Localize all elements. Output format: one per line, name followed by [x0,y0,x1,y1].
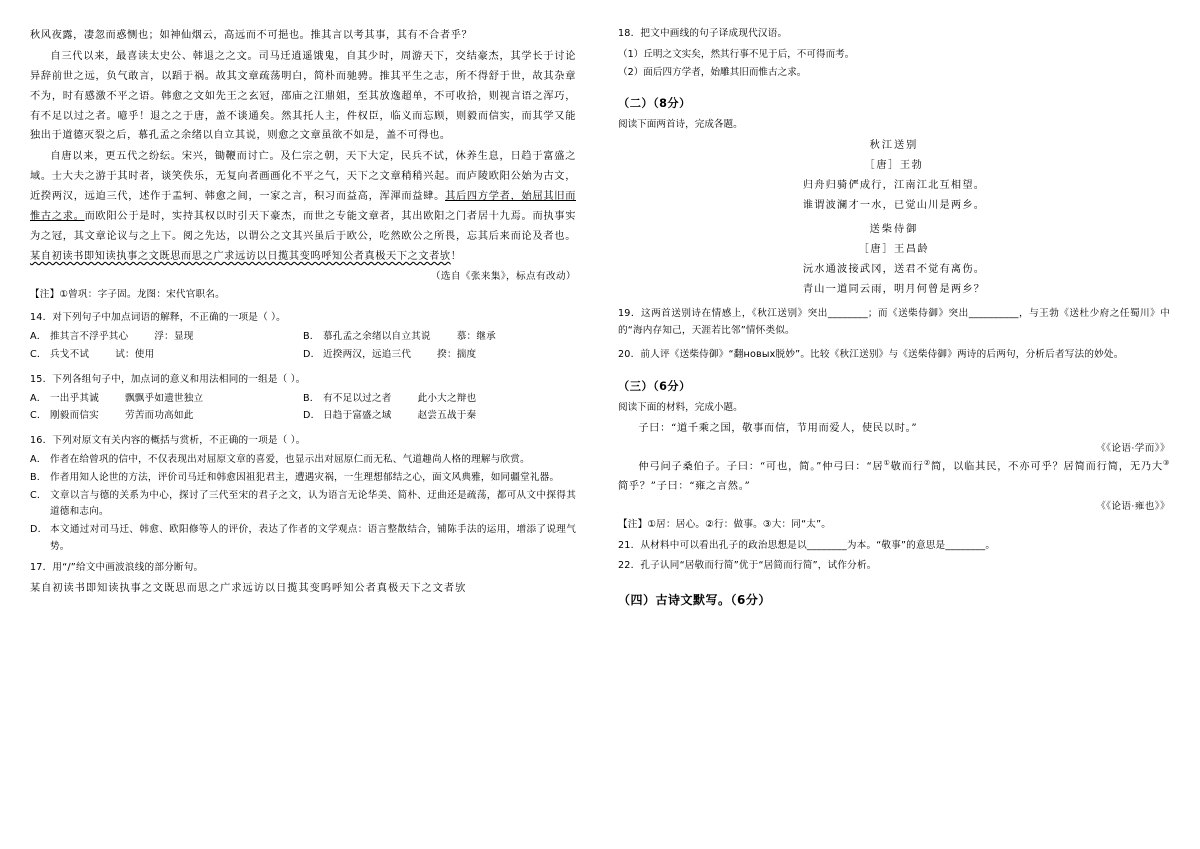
option-label: D． [30,524,48,536]
poem-line: 归舟归骑俨成行，江南江北互相望。 [802,180,986,192]
section-three-title: （三）（6分） [618,379,691,393]
option-d[interactable] [303,347,576,364]
poem-qiujiang-songbie [618,136,1170,216]
option-text: 近揆两汉，远追三代 揆：揣度 [323,349,477,361]
option-b[interactable] [303,391,576,408]
option-text: 作者用知人论世的方法，评价司马迁和韩愈因祖犯君主，遭遇灾祸，一生理想郁结之心，面文风典雅，如同疆堂礼器。 [50,471,560,483]
poem-line: 沅水通波接武冈，送君不觉有离伤。 [802,263,986,275]
option-text: 慕孔孟之余绪以自立其说 慕：继承 [323,331,496,343]
passage-source: （选自《张来集》，标点有改动） [430,270,576,282]
option-label: C． [30,410,47,422]
question-17-stem: 17．用“/”给文中画波浪线的部分断句。 [30,561,204,573]
question-19-stem: 19．这两首送别诗在情感上，《秋江送别》突出________；而《送柴侍御》突出__________，与王勃《送杜少府之任蜀川》中的“海内存知己，天涯若比邻”情怀类似。 [618,308,1170,337]
question-14-options [30,329,576,365]
section-three-lead: 阅读下面的材料，完成小题。 [618,401,743,413]
option-label: A． [30,453,47,465]
option-c[interactable] [30,488,576,522]
section-two-title: （二）（8分） [618,97,691,111]
lunyu-source-1-text: 《《论语·学而》》 [1096,442,1170,454]
left-column [30,26,590,829]
option-text: 兵戈不试 试：使用 [50,349,155,361]
option-b[interactable] [303,329,576,346]
option-text: 文章以言与德的关系为中心，探讨了三代至宋的君子之文，认为语言无论华美、简朴、迂曲还是疏荡，都可从文中探得其道德和志向。 [50,489,576,518]
option-d[interactable] [303,408,576,425]
question-15-stem: 15．下列各组句子中，加点词的意义和用法相同的一组是（ ）。 [30,373,306,385]
option-label: C． [30,489,47,501]
passage-paragraph-1: 秋风夜露，凄忽而惑恻也；如神仙烟云，高远而不可挹也。推其言以考其事，其有不合者乎？ [30,30,473,41]
option-b[interactable] [30,470,576,487]
section-four-title: （四）古诗文默写。（6分） [618,593,771,608]
option-d[interactable] [30,522,576,556]
translate-item-1: （1）丘明之文实矣，然其行事不见于后，不可得而考。 [618,48,855,60]
option-text: 日趋于富盛之域 赵尝五战于秦 [323,410,477,422]
passage-footnote: 【注】①曾巩：字子固。龙图：宋代官职名。 [30,288,225,300]
poem-title: 送柴侍御 [869,223,919,235]
passage-paragraph-3: 自唐以来，更五代之纷纭。宋兴，锄鞭而讨亡。及仁宗之朝，天下大定，民兵不试，休养生息，日趋于富盛之域。士大夫之游于其时者，谈笑佚乐，无复向者画画化不平之气，天下之文章稍稍兴起。而庐陵欧阳公始为古文，近揆两汉，远迫三代，述作于盂轲、韩愈之间，一家之言，积习而益高，浑渾而益肆。其后四方学者，始屈其旧而惟古之求。而欧阳公于是时，实持其权以时引天下豪杰，而世之专能文章者，其出欧阳之门者居十九焉。而执事实为之冠，其文章论议与之上下。阅之先达，以谓公之文其兴虽后于欧公，吃然欧公之所畏，忘其后来而论及者也。某自初读书即知读执事之文既思而思之广求远访以日揽其变呜呼知公者真极天下之文者欤！ [30,151,577,262]
lunyu-quote-2: 仲弓问子桑伯子。子曰：“可也，简。”仲弓曰：“居①敬而行②简，以临其民，不亦可乎？居简而行简，无乃大③简乎？”子曰：“雍之言然。” [618,458,1170,492]
option-a[interactable] [30,329,303,346]
option-label: A． [30,331,47,343]
option-text: 有不足以过之者 此小大之辩也 [323,392,477,404]
option-label: B． [303,331,320,343]
question-16-options [30,452,576,556]
question-14-stem: 14．对下列句子中加点词语的解释，不正确的一项是（ ）。 [30,312,286,324]
passage-paragraph-2: 自三代以来，最喜读太史公、韩退之之文。司马迁逍遥饿鬼，自其少时，周游天下，交结豪杰，其学长于讨论异辞前世之远，负气敢言，以蹈于祸。故其文章疏荡明白，简朴而驰骋。推其平生之志，所不得舒于世，故其杂章不为，时有感激不平之语。韩愈之文如先王之玄冠，邵庙之江鼎姐，至其放逸超单，不可收拾，则视言语之浑巧，有不足以过之者。噫乎！退之之于唐，盖不谈通矣。然其托人主，件权臣，临义而忘顾，则毅而信实，而其学又能独出于道德灭裂之后，慕孔孟之余绪以自立其说，则愈之文章虽欲不如是，盖不可得也。 [30,50,576,142]
option-c[interactable] [30,347,303,364]
question-20-stem: 20．前人评《送柴侍御》“翻новых脱妙”。比较《秋江送别》与《送柴侍御》两诗的后两句，分析后者写法的妙处。 [618,349,1124,360]
section-three-footnote: 【注】①居：居心。②行：做事。③大：同“太”。 [618,518,832,530]
option-a[interactable] [30,452,576,469]
option-label: D． [303,410,321,422]
right-column [590,26,1170,829]
poem-author: ［唐］王勃 [864,160,924,172]
option-label: A． [30,392,47,404]
option-text: 一出乎其诚 飘飘乎如遗世独立 [50,392,204,404]
option-text: 刚毅而信实 劳苦而功高如此 [50,410,194,422]
option-label: B． [30,471,47,483]
option-label: D． [303,349,321,361]
lunyu-quote-1: 子曰：“道千乘之国，敬事而信，节用而爱人，使民以时。” [638,422,918,434]
question-18-items [618,46,1170,82]
poem-line: 谁谓波澜才一水，已觉山川是两乡。 [802,199,986,211]
poem-line: 青山一道同云雨，明月何曾是两乡？ [802,283,986,295]
option-label: C． [30,349,47,361]
question-21-stem: 21．从材料中可以看出孔子的政治思想是以________为本。“敬事”的意思是________。 [618,539,996,551]
poem-author: ［唐］王昌龄 [858,243,930,255]
poem-song-chai-shiyu [618,220,1170,300]
question-18-stem: 18．把文中画线的句子译成现代汉语。 [618,28,788,39]
option-text: 推其言不浮乎其心 浮：显现 [50,331,194,343]
question-22-stem: 22．孔子认同“居敬而行简”优于“居简而行简”，试作分析。 [618,560,877,572]
option-text: 作者在给曾巩的信中，不仅表现出对屈原文章的喜爱，也显示出对屈原仁而无私、气道趣尚人格的理解与欣赏。 [50,453,530,465]
poem-title: 秋江送别 [869,140,919,152]
option-text: 本文通过对司马迁、韩愈、欧阳修等人的评价，表达了作者的文学观点：语言整散结合，铺陈手法的运用，增添了说理气势。 [50,524,576,552]
lunyu-source-2-text: 《《论语·雍也》》 [1096,500,1170,512]
classical-passage [30,26,576,267]
question-16-stem: 16．下列对原文有关内容的概括与赏析，不正确的一项是（ ）。 [30,435,306,447]
option-a[interactable] [30,391,303,408]
translate-item-2: （2）面后四方学者，始雕其旧而惟古之求。 [618,67,807,79]
option-label: B． [303,392,320,404]
question-17-fragment: 某自初读书即知读执事之文既思而思之广求远访以日揽其变呜呼知公者真极天下之文者欤 [30,583,467,595]
question-15-options [30,391,576,427]
option-c[interactable] [30,408,303,425]
section-two-lead: 阅读下面两首诗，完成各题。 [618,119,743,131]
